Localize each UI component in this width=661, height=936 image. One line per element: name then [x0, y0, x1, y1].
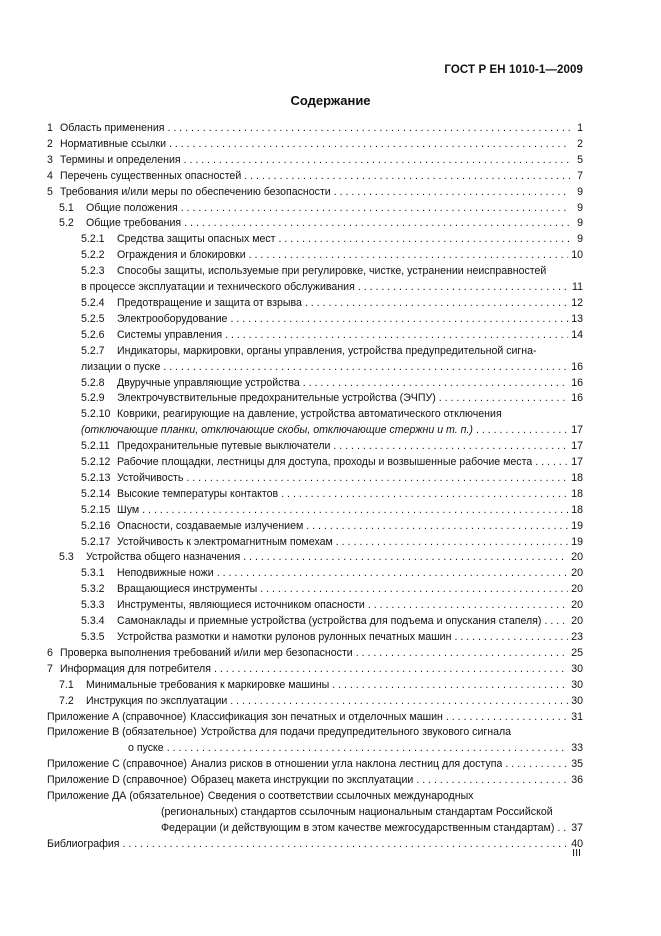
toc-entry-number: Приложение А (справочное)	[47, 710, 187, 723]
toc-entry[interactable]	[47, 487, 583, 503]
toc-entry-page: 30	[571, 694, 583, 707]
toc-entry-number: 5.3.1	[81, 567, 105, 580]
dot-leader	[260, 582, 568, 598]
dot-leader	[217, 566, 569, 582]
dot-leader	[333, 439, 568, 455]
toc-entry-number: 5.3	[59, 551, 74, 564]
toc-entry-title: Требования и/или меры по обеспечению безопасности	[60, 185, 331, 198]
toc-entry-title: Ограждения и блокировки	[117, 249, 246, 262]
toc-entry-page: 25	[571, 646, 583, 659]
toc-entry-title: Системы управления	[117, 328, 223, 341]
toc-entry[interactable]	[47, 296, 583, 312]
toc-entry-page: 16	[571, 392, 583, 405]
toc-entry-page: 20	[571, 551, 583, 564]
toc-entry-number: 5.2.13	[81, 471, 111, 484]
toc-entry-title: Образец макета инструкции по эксплуатации	[190, 774, 414, 787]
toc-entry-number: 5.2.6	[81, 328, 105, 341]
toc-entry-page: 14	[571, 328, 583, 341]
toc-entry[interactable]	[47, 630, 583, 646]
toc-entry[interactable]	[47, 710, 583, 726]
dot-leader	[249, 248, 569, 264]
toc-entry-number: 5	[47, 185, 53, 198]
dot-leader	[244, 169, 570, 185]
toc-entry-title: Устройства размотки и намотки рулонов рулонных печатных машин	[117, 631, 452, 643]
toc-entry-number: 5.2.2	[81, 249, 105, 262]
dot-leader	[230, 694, 568, 710]
dot-leader	[535, 455, 568, 471]
toc-entry[interactable]	[47, 312, 583, 328]
toc-entry[interactable]	[47, 169, 583, 185]
toc-entry-title: Минимальные требования к маркировке машины	[86, 678, 330, 691]
toc-entry[interactable]	[47, 662, 583, 678]
toc-entry-page: 19	[571, 519, 583, 532]
toc-entry-number: Приложение D (справочное)	[47, 774, 187, 787]
toc-entry-title: Устройства для подачи предупредительного звукового сигнала	[200, 726, 512, 739]
toc-entry-number: 5.2.3	[81, 265, 105, 278]
toc-entry-number: 5.2.9	[81, 392, 105, 405]
toc-entry-number: 5.2.17	[81, 535, 111, 548]
document-code: ГОСТ Р ЕН 1010-1—2009	[444, 64, 583, 76]
toc-entry-page: 31	[571, 710, 583, 723]
toc-entry[interactable]	[47, 201, 583, 217]
toc-entry-title: (отключающие планки, отключающие скобы, отключающие стержни и т. п.)	[81, 424, 473, 437]
page-number: III	[572, 848, 581, 859]
toc-entry[interactable]	[47, 439, 583, 455]
toc-entry-number: 5.2.14	[81, 487, 111, 500]
toc-entry[interactable]	[47, 566, 583, 582]
toc-entry-page: 17	[571, 456, 583, 469]
toc-entry-title: Общие положения	[86, 201, 178, 214]
dot-leader	[181, 201, 570, 217]
toc-entry-number: Приложение В (обязательное)	[47, 726, 197, 739]
toc-entry-page: 30	[571, 678, 583, 691]
toc-entry-title: Самонаклады и приемные устройства (устройства для подъема и опускания стапеля)	[117, 615, 542, 628]
toc-entry[interactable]	[47, 646, 583, 662]
dot-leader	[279, 232, 570, 248]
toc-entry[interactable]	[47, 248, 583, 264]
toc-entry-number: 7	[47, 662, 53, 675]
toc-entry-title: лизации о пуске	[81, 360, 161, 373]
dot-leader	[186, 471, 568, 487]
dot-leader	[336, 535, 568, 551]
toc-entry-page: 35	[571, 758, 583, 771]
toc-entry-number: 5.2.1	[81, 233, 105, 246]
toc-entry-title: Способы защиты, используемые при регулировке, чистке, устранении неисправностей	[117, 265, 547, 278]
toc-entry-title: Проверка выполнения требований и/или мер безопасности	[60, 646, 353, 659]
toc-entry-title: Инструменты, являющиеся источником опасности	[117, 599, 365, 612]
table-of-contents	[47, 121, 583, 853]
dot-leader	[306, 519, 568, 535]
toc-entry-page: 13	[571, 312, 583, 325]
toc-entry-number: 4	[47, 169, 53, 182]
dot-leader	[214, 662, 568, 678]
toc-entry-title: Библиография	[47, 837, 120, 850]
toc-entry-page: 9	[577, 201, 583, 214]
toc-entry-number: 5.2.15	[81, 503, 111, 516]
toc-entry-number: 5.2.5	[81, 312, 105, 325]
dot-leader	[230, 312, 568, 328]
toc-entry-title: Двуручные управляющие устройства	[117, 376, 300, 389]
toc-entry[interactable]	[47, 757, 583, 773]
toc-entry-title: Устройства общего назначения	[86, 551, 241, 564]
dot-leader	[454, 630, 568, 646]
toc-entry-number: 3	[47, 153, 53, 166]
toc-entry[interactable]	[47, 328, 583, 344]
toc-entry-number: 5.3.5	[81, 631, 105, 643]
toc-entry-page: 20	[571, 599, 583, 612]
toc-entry-page: 17	[571, 440, 583, 453]
toc-entry-page: 10	[571, 249, 583, 262]
toc-entry-title: Устойчивость к электромагнитным помехам	[117, 535, 333, 548]
toc-entry-title: Классификация зон печатных и отделочных машин	[190, 710, 443, 723]
dot-leader	[305, 296, 568, 312]
toc-entry-title: Перечень существенных опасностей	[60, 169, 242, 182]
toc-entry-title: Шум	[117, 503, 140, 516]
toc-entry[interactable]	[47, 264, 583, 296]
toc-entry-title: Электрооборудование	[117, 312, 228, 325]
toc-entry-title: Предотвращение и защита от взрыва	[117, 296, 302, 309]
toc-entry-number: Приложение С (справочное)	[47, 758, 187, 771]
toc-entry-title: Область применения	[60, 122, 165, 134]
page-title: Содержание	[290, 93, 371, 108]
toc-entry-page: 18	[571, 503, 583, 516]
toc-entry-title: Средства защиты опасных мест	[117, 233, 276, 246]
toc-entry[interactable]	[47, 376, 583, 392]
toc-entry-title: Общие требования	[86, 217, 182, 230]
dot-leader	[446, 710, 568, 726]
toc-entry[interactable]	[47, 503, 583, 519]
toc-entry-title: о пуске	[128, 742, 164, 755]
toc-entry[interactable]	[47, 773, 583, 789]
toc-entry[interactable]	[47, 407, 583, 439]
toc-entry-page: 33	[571, 742, 583, 755]
toc-entry-number: 5.2	[59, 217, 74, 230]
toc-entry-number: 5.2.10	[81, 408, 111, 421]
toc-entry-number: 7.1	[59, 678, 74, 691]
toc-entry-number: 5.2.4	[81, 296, 105, 309]
toc-entry-page: 18	[571, 487, 583, 500]
toc-entry-page: 20	[571, 567, 583, 580]
toc-entry[interactable]	[47, 455, 583, 471]
toc-entry-page: 16	[571, 376, 583, 389]
dot-leader	[334, 185, 570, 201]
toc-entry-page: 40	[571, 837, 583, 850]
toc-entry-page: 18	[571, 471, 583, 484]
toc-entry[interactable]	[47, 582, 583, 598]
dot-leader	[416, 773, 568, 789]
dot-leader	[243, 550, 568, 566]
toc-entry-number: 5.2.11	[81, 440, 110, 453]
toc-entry-title: Устойчивость	[117, 471, 184, 484]
toc-entry-page: 19	[571, 535, 583, 548]
toc-entry-page: 12	[571, 296, 583, 309]
toc-entry-page: 20	[571, 583, 583, 596]
toc-entry-title: Высокие температуры контактов	[117, 487, 279, 500]
dot-leader	[356, 646, 568, 662]
dot-leader	[122, 837, 568, 853]
toc-entry[interactable]	[47, 550, 583, 566]
toc-entry-number: 5.2.12	[81, 456, 111, 469]
toc-entry-page: 36	[571, 774, 583, 787]
toc-entry-page: 9	[577, 217, 583, 230]
toc-entry-title: Индикаторы, маркировки, органы управления, устройства предупредительной сигна-	[117, 344, 537, 357]
toc-entry-page: 2	[577, 137, 583, 150]
toc-entry[interactable]	[47, 789, 583, 837]
toc-entry[interactable]	[47, 216, 583, 232]
toc-entry-number: 1	[47, 122, 53, 134]
toc-entry[interactable]	[47, 344, 583, 376]
toc-entry-title: Опасности, создаваемые излучением	[117, 519, 304, 532]
toc-entry[interactable]	[47, 598, 583, 614]
toc-entry-page: 23	[571, 631, 583, 643]
toc-entry[interactable]	[47, 678, 583, 694]
toc-entry-title: Федерации (и действующим в этом качестве межгосударственным стандартам)	[161, 821, 555, 834]
toc-entry[interactable]	[47, 391, 583, 407]
dot-leader	[368, 598, 568, 614]
toc-entry-title: Термины и определения	[60, 153, 181, 166]
toc-entry-title: Коврики, реагирующие на давление, устройства автоматического отключения	[117, 408, 502, 421]
toc-entry-title: Нормативные ссылки	[60, 137, 167, 150]
dot-leader	[544, 614, 568, 630]
dot-leader	[476, 423, 568, 439]
toc-entry-title: в процессе эксплуатации и технического обслуживания	[81, 281, 355, 294]
toc-entry-title: Рабочие площадки, лестницы для доступа, проходы и возвышенные рабочие места	[117, 456, 533, 469]
dot-leader	[225, 328, 568, 344]
toc-entry-title: Электрочувствительные предохранительные устройства (ЭЧПУ)	[117, 392, 436, 405]
toc-entry-title: Сведения о соответствии ссылочных международных	[207, 790, 474, 803]
dot-leader	[332, 678, 568, 694]
toc-entry[interactable]	[47, 121, 583, 137]
toc-entry[interactable]	[47, 153, 583, 169]
toc-entry-title: Предохранительные путевые выключатели	[117, 440, 331, 453]
toc-entry-number: 6	[47, 646, 53, 659]
dot-leader	[358, 280, 569, 296]
toc-entry-title: Инструкция по эксплуатации	[86, 694, 228, 707]
toc-entry[interactable]	[47, 137, 583, 153]
dot-leader	[439, 391, 568, 407]
toc-entry-page: 30	[571, 662, 583, 675]
toc-entry[interactable]	[47, 725, 583, 757]
toc-entry-title: Неподвижные ножи	[117, 567, 214, 580]
toc-entry-page: 9	[577, 233, 583, 246]
toc-entry-title: Вращающиеся инструменты	[117, 583, 258, 596]
dot-leader	[163, 360, 568, 376]
toc-entry[interactable]	[47, 694, 583, 710]
toc-entry[interactable]	[47, 535, 583, 551]
dot-leader	[505, 757, 568, 773]
toc-entry-page: 20	[571, 615, 583, 628]
toc-entry-page: 5	[577, 153, 583, 166]
toc-entry-page: 37	[571, 821, 583, 834]
dot-leader	[303, 376, 568, 392]
toc-entry-title: Анализ рисков в отношении угла наклона лестниц для доступа	[190, 758, 503, 771]
toc-entry[interactable]	[47, 614, 583, 630]
toc-entry-number: 5.3.2	[81, 583, 105, 596]
dot-leader	[167, 741, 569, 757]
toc-entry-number: 5.3.3	[81, 599, 105, 612]
toc-entry-page: 17	[571, 424, 583, 437]
toc-entry-page: 1	[577, 122, 583, 134]
toc-entry-title: Информация для потребителя	[60, 662, 211, 675]
toc-entry-number: 7.2	[59, 694, 74, 707]
dot-leader	[184, 153, 570, 169]
dot-leader	[169, 137, 570, 153]
toc-entry-number: 2	[47, 137, 53, 150]
dot-leader	[142, 503, 568, 519]
toc-entry-number: 5.2.7	[81, 344, 105, 357]
toc-entry-page: 7	[577, 169, 583, 182]
toc-entry-number: 5.2.16	[81, 519, 111, 532]
dot-leader	[557, 821, 568, 837]
toc-entry-title: (региональных) стандартов ссылочным национальным стандартам Российской	[161, 805, 553, 818]
toc-entry[interactable]	[47, 232, 583, 248]
toc-entry-number: Приложение ДА (обязательное)	[47, 790, 204, 803]
toc-entry-number: 5.1	[59, 201, 74, 214]
toc-entry[interactable]	[47, 185, 583, 201]
toc-entry[interactable]	[47, 471, 583, 487]
toc-entry-page: 11	[572, 281, 583, 294]
toc-entry-number: 5.2.8	[81, 376, 105, 389]
toc-entry[interactable]	[47, 519, 583, 535]
dot-leader	[281, 487, 568, 503]
dot-leader	[184, 216, 570, 232]
toc-entry-page: 9	[577, 185, 583, 198]
toc-entry[interactable]	[47, 837, 583, 853]
toc-entry-page: 16	[571, 360, 583, 373]
toc-entry-number: 5.3.4	[81, 615, 105, 628]
dot-leader	[167, 121, 570, 137]
